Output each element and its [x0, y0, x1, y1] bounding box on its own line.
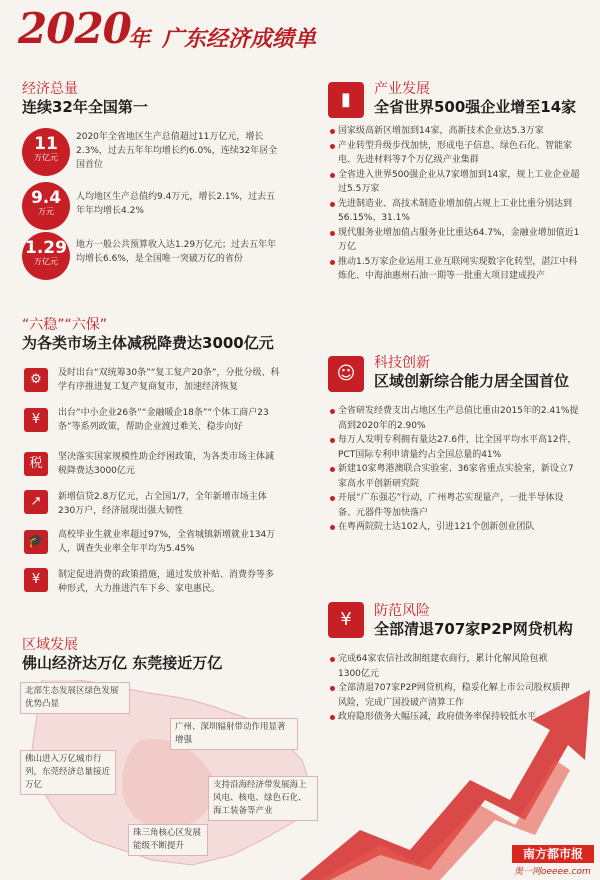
region-label-gz-sz: 广州、深圳辐射带动作用显著增强	[170, 718, 298, 750]
chart-up-icon: ↗	[24, 490, 48, 514]
economy-headline: 连续32年全国第一	[22, 98, 148, 116]
header-banner	[0, 0, 600, 62]
tax-icon: 税	[24, 452, 48, 476]
tech-item: 新建10家粤港澳联合实验室、36家省重点实验室，新设立7家高水平创新研究院	[330, 462, 580, 491]
tech-headline: 区域创新综合能力居全国首位	[374, 372, 570, 390]
economy-subtitle: 经济总量	[22, 81, 78, 97]
industry-item: 产业转型升级步伐加快，形成电子信息、绿色石化、智能家电、先进材料等7个万亿级产业集群	[330, 139, 580, 168]
six-item-2: 出台“中小企业26条”“金融暖企18条”“个体工商户23条”等系列政策，帮助企业渡过难关、稳步向好	[58, 408, 269, 432]
tech-icon: ☺	[328, 356, 364, 392]
shield-yen-icon: ¥	[328, 602, 364, 638]
tech-item: 全省研发经费支出占地区生产总值比重由2015年的2.41%提高到2020年的2.90%	[330, 404, 580, 433]
header-year: 2020	[18, 4, 131, 53]
industry-item: 先进制造业、高技术制造业增加值占规上工业比重分别达到56.15%、31.1%	[330, 197, 580, 226]
header-year-suffix: 年	[128, 27, 151, 52]
revenue-badge: 1.29 万亿元	[22, 232, 70, 280]
gdp-badge: 11 万亿元	[22, 128, 70, 176]
six-headline: 为各类市场主体减税降费达3000亿元	[22, 334, 274, 352]
six-item-6: 制定促进消费的政策措施，通过发放补贴、消费券等多种形式，大力推进汽车下乡、家电惠民。	[58, 570, 275, 594]
revenue-text: 地方一般公共预算收入达1.29万亿元；过去五年年均增长6.6%，是全国唯一突破万亿的省份	[76, 240, 277, 264]
six-subtitle: “六稳”“六保”	[22, 317, 108, 333]
per-capita-text: 人均地区生产总值约9.4万元，增长2.1%，过去五年年均增长4.2%	[76, 192, 276, 216]
region-label-prd: 珠三角核心区发展能级不断提升	[128, 824, 208, 856]
region-headline: 佛山经济达万亿 东莞接近万亿	[22, 654, 223, 672]
region-label-foshan: 佛山进入万亿城市行列，东莞经济总量接近万亿	[20, 750, 116, 795]
risk-item: 全部清退707家P2P网贷机构，稳妥化解上市公司股权质押风险，完成广国投破产清算工作	[330, 681, 570, 710]
region-label-coast: 支持沿海经济带发展海上风电、核电、绿色石化、海工装备等产业	[208, 776, 318, 821]
six-item-3: 坚决落实国家规模性助企纾困政策，为各类市场主体减税降费达3000亿元	[58, 452, 275, 476]
six-item-4: 新增信贷2.8万亿元，占全国1/7，全年新增市场主体230万户，经济展现出强大韧性	[58, 492, 267, 516]
industry-item: 全省进入世界500强企业从7家增加到14家，规上工业企业超过5.5万家	[330, 168, 580, 197]
industry-headline: 全省世界500强企业增至14家	[374, 98, 577, 116]
tech-subtitle: 科技创新	[374, 355, 430, 371]
gdp-text: 2020年全省地区生产总值超过11万亿元，增长2.3%，过去五年年均增长约6.0%，连续32年居全国首位	[76, 132, 278, 170]
industry-item: 推动1.5万家企业运用工业互联网实现数字化转型，湛江中科炼化、中海油惠州石油一期等一批重大项目建成投产	[330, 255, 580, 284]
six-item-5: 高校毕业生就业率超过97%，全省城镇新增就业134万人，调查失业率全年平均为5.45%	[58, 530, 276, 554]
yen-icon: ¥	[24, 408, 48, 432]
industry-item: 国家级高新区增加到14家，高新技术企业达5.3万家	[330, 124, 580, 139]
tech-item: 开展“广东强芯”行动，广州粤芯实现量产，一批半导体设备、元器件等加快落户	[330, 491, 580, 520]
tech-item: 每万人发明专利拥有量达27.6件，比全国平均水平高12件，PCT国际专利申请量约占全国总量的41%	[330, 433, 580, 462]
risk-item: 完成64家农信社改制组建农商行，累计化解风险包袱1300亿元	[330, 652, 570, 681]
per-capita-badge: 9.4 万元	[22, 182, 70, 230]
watermark-site: 奥一网oeeee.com	[514, 867, 591, 877]
risk-subtitle: 防范风险	[374, 603, 430, 619]
header-title: 广东经济成绩单	[162, 27, 317, 52]
watermark-logo: 南方都市报	[512, 845, 594, 863]
industry-item: 现代服务业增加值占服务业比重达64.7%，金融业增加值近1万亿	[330, 226, 580, 255]
region-subtitle: 区域发展	[22, 637, 78, 653]
graduation-icon: 🎓	[24, 530, 48, 554]
tech-list	[330, 404, 580, 535]
gear-icon: ⚙	[24, 368, 48, 392]
six-item-1: 及时出台“双统筹30条”“复工复产20条”，分批分级、科学有序推进复工复产复商复市，加速经济恢复	[58, 368, 280, 392]
region-map	[22, 680, 322, 880]
risk-headline: 全部清退707家P2P网贷机构	[374, 620, 573, 638]
industry-icon: ▮	[328, 82, 364, 118]
bag-icon: ¥	[24, 568, 48, 592]
region-label-north: 北部生态发展区绿色发展优势凸显	[20, 682, 130, 714]
risk-list	[330, 652, 570, 725]
tech-item: 在粤两院院士达102人，引进121个创新创业团队	[330, 520, 580, 535]
industry-list	[330, 124, 580, 284]
risk-item: 政府隐形债务大幅压减，政府债务率保持较低水平	[330, 710, 570, 725]
industry-subtitle: 产业发展	[374, 81, 430, 97]
